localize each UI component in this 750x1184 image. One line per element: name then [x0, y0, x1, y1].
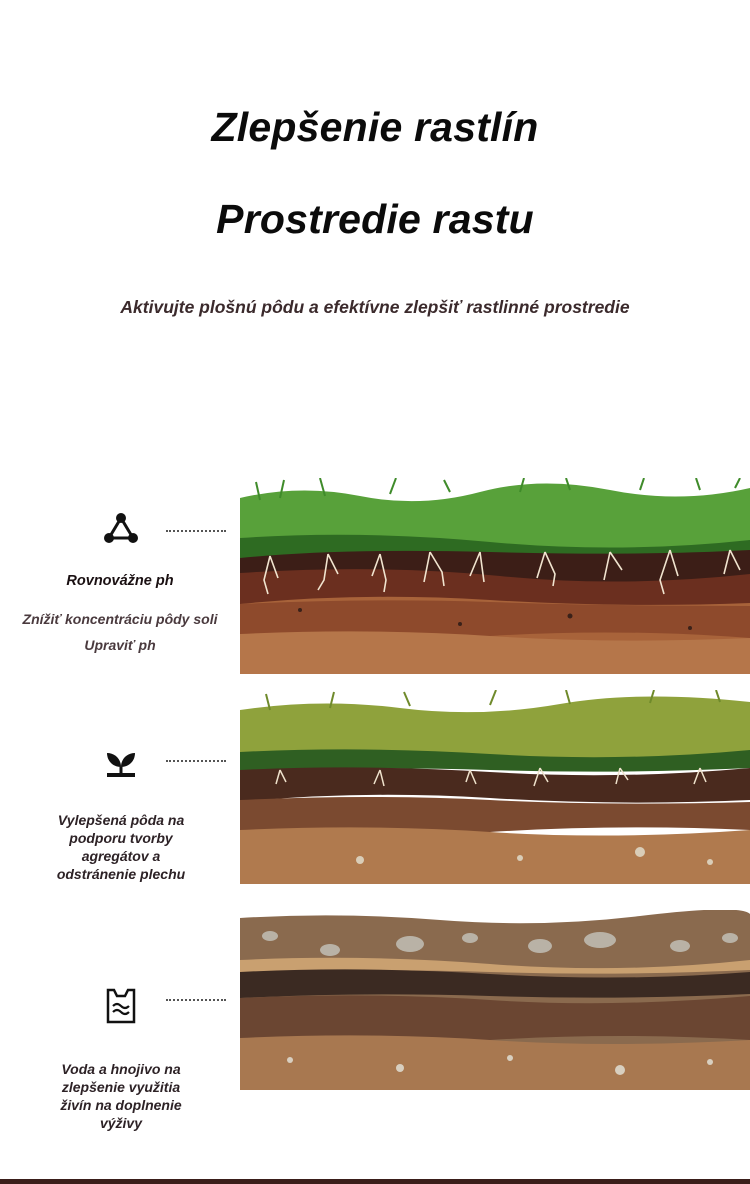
soil-illustration-grass-roots — [240, 478, 750, 674]
feature-title: Rovnovážne ph — [66, 573, 174, 589]
feature-line: Znížiť koncentráciu pôdy soli — [22, 611, 218, 627]
bottom-bar — [0, 1179, 750, 1184]
feature-line: Upraviť ph — [84, 637, 156, 653]
connector-dots — [166, 999, 226, 1001]
page-title-line-1: Zlepšenie rastlín — [211, 104, 539, 150]
page-title-line-2: Prostredie rastu — [216, 196, 534, 242]
page-subtitle: Aktivujte plošnú pôdu a efektívne zlepšiť rastlinné prostredie — [120, 297, 630, 317]
triangle-molecule-icon — [101, 508, 141, 548]
water-bag-icon — [101, 986, 141, 1026]
feature-soil-aggregate — [0, 735, 240, 915]
feature-water-fertilizer — [0, 980, 240, 1160]
soil-illustration-olive-grass — [240, 690, 750, 884]
feature-description: Vylepšená pôda na podporu tvorby agregátov a odstránenie plechu — [56, 812, 186, 882]
feature-description: Voda a hnojivo na zlepšenie využitia živín na doplnenie výživy — [60, 1061, 182, 1131]
feature-ph-balance — [0, 500, 240, 680]
connector-dots — [166, 530, 226, 532]
sprout-icon — [101, 741, 141, 781]
connector-dots — [166, 760, 226, 762]
soil-illustration-bare-soil — [240, 910, 750, 1090]
